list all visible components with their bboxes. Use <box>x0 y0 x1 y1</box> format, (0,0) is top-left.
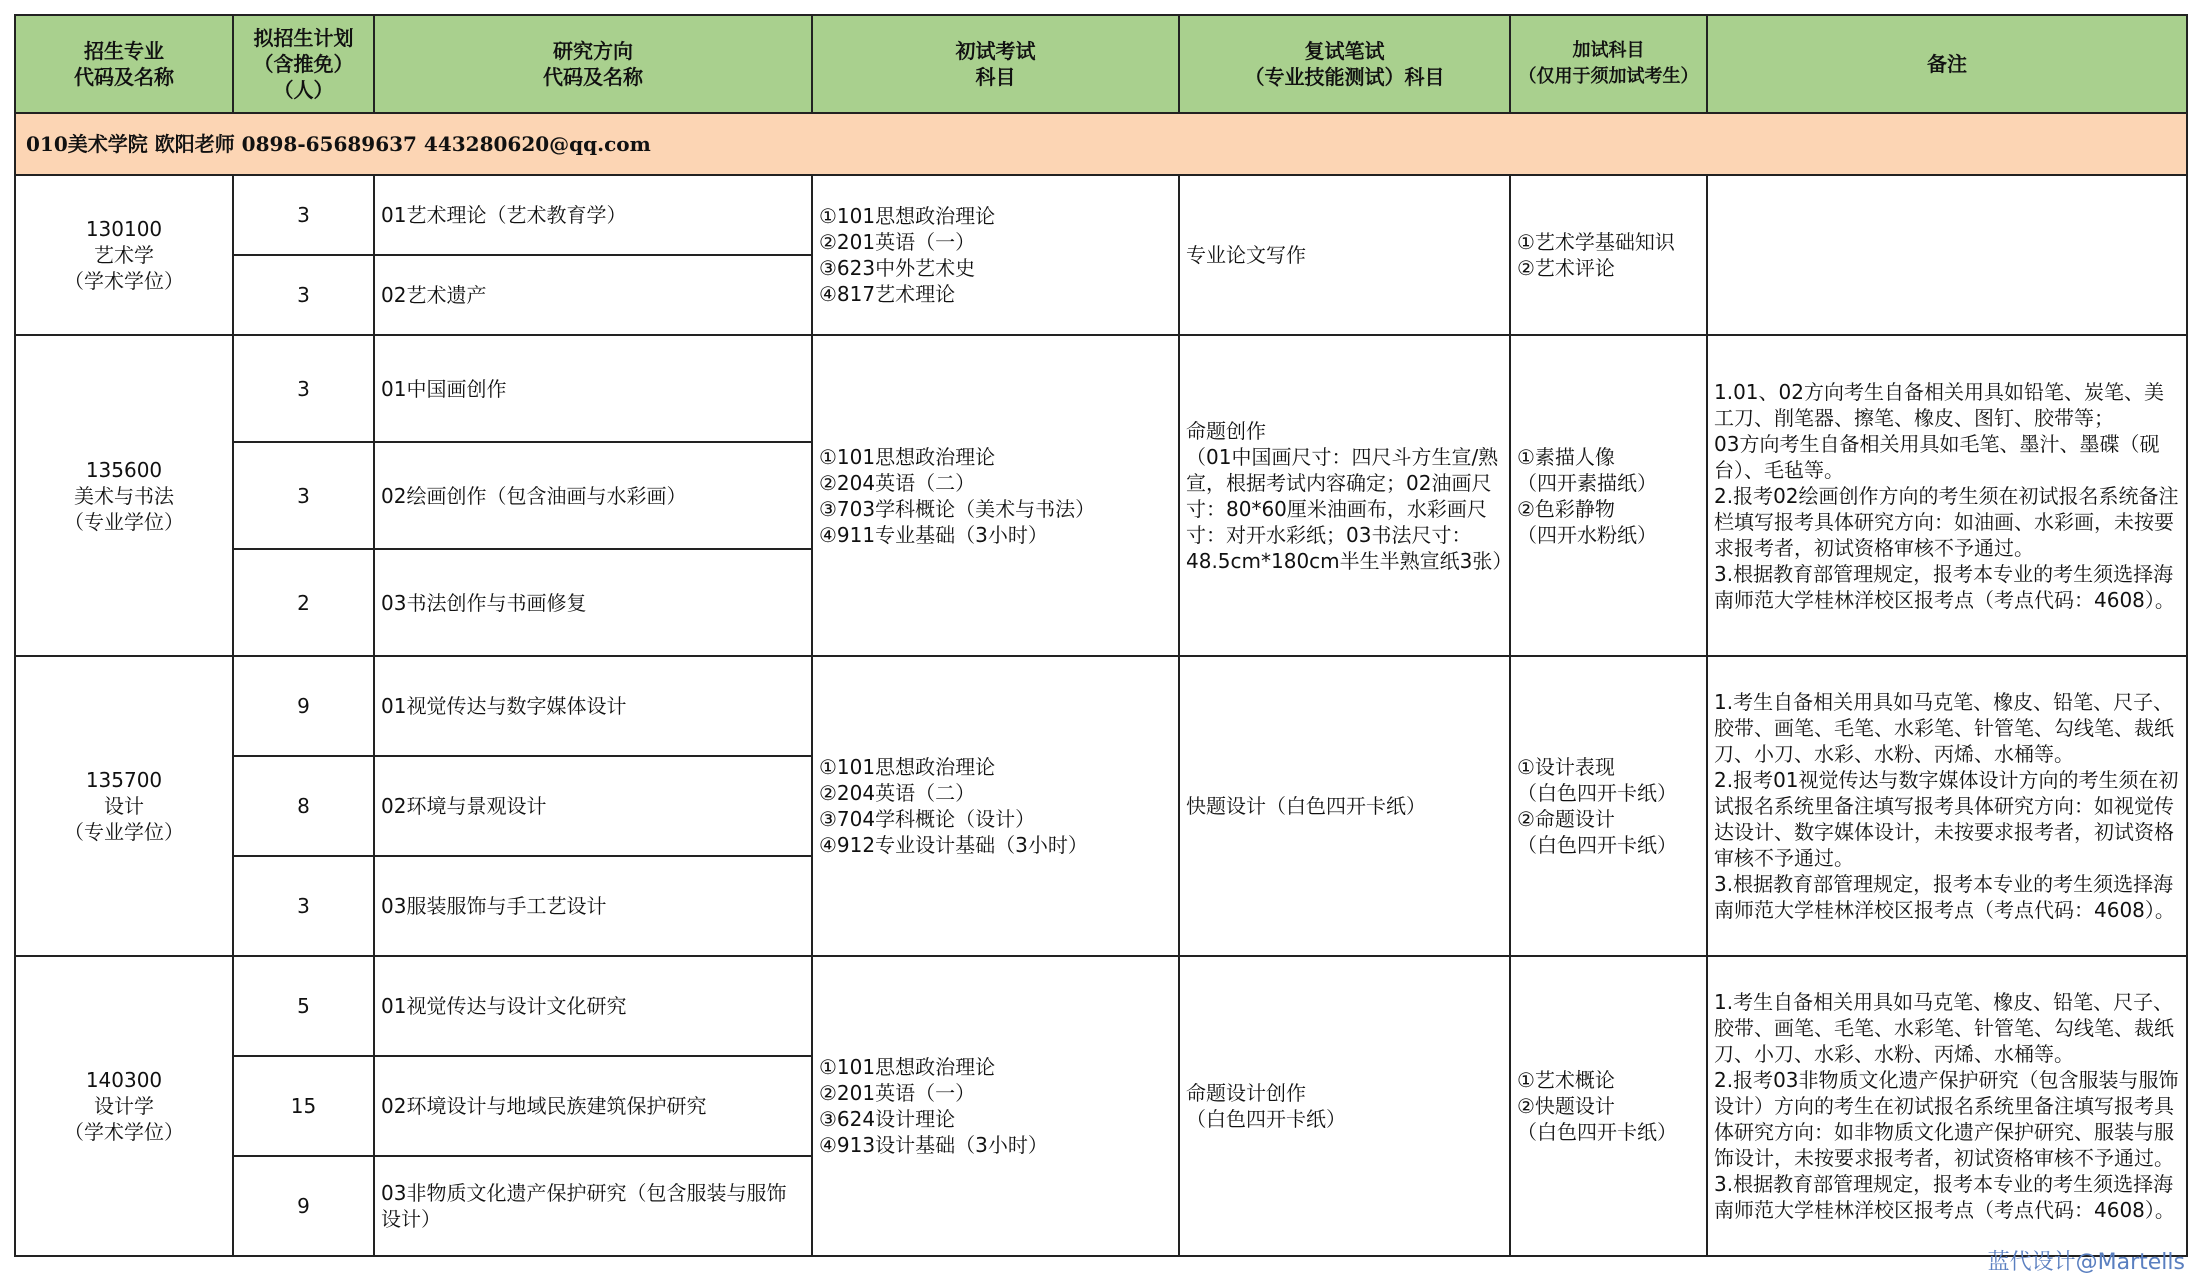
extra-cell: ①素描人像 （四开素描纸） ②色彩静物 （四开水粉纸） <box>1510 335 1707 656</box>
plan-cell: 3 <box>233 255 374 335</box>
header-retest: 复试笔试 （专业技能测试）科目 <box>1179 15 1510 113</box>
direction-cell: 03书法创作与书画修复 <box>374 549 812 656</box>
header-major: 招生专业 代码及名称 <box>15 15 233 113</box>
remarks-cell <box>1707 175 2187 335</box>
plan-cell: 3 <box>233 175 374 255</box>
retest-cell: 命题设计创作 （白色四开卡纸） <box>1179 956 1510 1256</box>
plan-cell: 8 <box>233 756 374 856</box>
table-row <box>15 656 2187 756</box>
watermark: 蓝代设计@Martells <box>1987 1250 2185 1275</box>
direction-cell: 02环境与景观设计 <box>374 756 812 856</box>
table-row <box>15 956 2187 1056</box>
plan-cell: 3 <box>233 442 374 549</box>
major-cell: 140300 设计学 （学术学位） <box>15 956 233 1256</box>
plan-cell: 2 <box>233 549 374 656</box>
plan-cell: 3 <box>233 335 374 442</box>
remarks-cell: 1.01、02方向考生自备相关用具如铅笔、炭笔、美工刀、削笔器、擦笔、橡皮、图钉、胶带等； 03方向考生自备相关用具如毛笔、墨汁、墨碟（砚台）、毛毡等。 2.报考02绘画创作方向的考生须在初试报名系统备注栏填写报考具体研究方向：如油画、水彩画，未按要求报考者，初试资格审核不予通过。 3.根据教育部管理规定，报考本专业的考生须选择海南师范大学桂林洋校区报考点（考点代码：4608）。 <box>1707 335 2187 656</box>
extra-cell: ①艺术概论 ②快题设计 （白色四开卡纸） <box>1510 956 1707 1256</box>
admissions-table <box>14 14 2188 1257</box>
prelim-cell: ①101思想政治理论 ②201英语（一） ③623中外艺术史 ④817艺术理论 <box>812 175 1179 335</box>
college-info: 010美术学院 欧阳老师 0898-65689637 443280620@qq.com <box>15 113 2187 175</box>
table-row <box>15 335 2187 442</box>
header-plan: 拟招生计划 （含推免） （人） <box>233 15 374 113</box>
major-cell: 135700 设计 （专业学位） <box>15 656 233 956</box>
major-cell: 135600 美术与书法 （专业学位） <box>15 335 233 656</box>
direction-cell: 02绘画创作（包含油画与水彩画） <box>374 442 812 549</box>
prelim-cell: ①101思想政治理论 ②204英语（二） ③703学科概论（美术与书法） ④911专业基础（3小时） <box>812 335 1179 656</box>
header-prelim: 初试考试 科目 <box>812 15 1179 113</box>
header-remarks: 备注 <box>1707 15 2187 113</box>
plan-cell: 3 <box>233 856 374 956</box>
prelim-cell: ①101思想政治理论 ②201英语（一） ③624设计理论 ④913设计基础（3小时） <box>812 956 1179 1256</box>
header-direction: 研究方向 代码及名称 <box>374 15 812 113</box>
plan-cell: 5 <box>233 956 374 1056</box>
direction-cell: 03服装服饰与手工艺设计 <box>374 856 812 956</box>
college-row <box>15 113 2187 175</box>
extra-cell: ①设计表现 （白色四开卡纸） ②命题设计 （白色四开卡纸） <box>1510 656 1707 956</box>
retest-cell: 快题设计（白色四开卡纸） <box>1179 656 1510 956</box>
header-row <box>15 15 2187 113</box>
direction-cell: 01视觉传达与设计文化研究 <box>374 956 812 1056</box>
major-cell: 130100 艺术学 （学术学位） <box>15 175 233 335</box>
remarks-cell: 1.考生自备相关用具如马克笔、橡皮、铅笔、尺子、胶带、画笔、毛笔、水彩笔、针管笔、勾线笔、裁纸刀、小刀、水彩、水粉、丙烯、水桶等。 2.报考03非物质文化遗产保护研究（包含服装与服饰设计）方向的考生在初试报名系统里备注填写报考具体研究方向：如非物质文化遗产保护研究、服装与服饰设计，未按要求报考者，初试资格审核不予通过。 3.根据教育部管理规定，报考本专业的考生须选择海南师范大学桂林洋校区报考点（考点代码：4608）。 <box>1707 956 2187 1256</box>
table-row <box>15 175 2187 255</box>
retest-cell: 专业论文写作 <box>1179 175 1510 335</box>
remarks-cell: 1.考生自备相关用具如马克笔、橡皮、铅笔、尺子、胶带、画笔、毛笔、水彩笔、针管笔、勾线笔、裁纸刀、小刀、水彩、水粉、丙烯、水桶等。 2.报考01视觉传达与数字媒体设计方向的考生须在初试报名系统里备注填写报考具体研究方向：如视觉传达设计、数字媒体设计，未按要求报考者，初试资格审核不予通过。 3.根据教育部管理规定，报考本专业的考生须选择海南师范大学桂林洋校区报考点（考点代码：4608）。 <box>1707 656 2187 956</box>
retest-cell: 命题创作 （01中国画尺寸：四尺斗方生宣/熟宣，根据考试内容确定；02油画尺寸：80*60厘米油画布，水彩画尺寸：对开水彩纸；03书法尺寸：48.5cm*180cm半生半熟宣纸3张） <box>1179 335 1510 656</box>
prelim-cell: ①101思想政治理论 ②204英语（二） ③704学科概论（设计） ④912专业设计基础（3小时） <box>812 656 1179 956</box>
plan-cell: 9 <box>233 1156 374 1256</box>
direction-cell: 02艺术遗产 <box>374 255 812 335</box>
direction-cell: 03非物质文化遗产保护研究（包含服装与服饰设计） <box>374 1156 812 1256</box>
direction-cell: 01艺术理论（艺术教育学） <box>374 175 812 255</box>
plan-cell: 15 <box>233 1056 374 1156</box>
plan-cell: 9 <box>233 656 374 756</box>
direction-cell: 01中国画创作 <box>374 335 812 442</box>
direction-cell: 01视觉传达与数字媒体设计 <box>374 656 812 756</box>
extra-cell: ①艺术学基础知识 ②艺术评论 <box>1510 175 1707 335</box>
direction-cell: 02环境设计与地域民族建筑保护研究 <box>374 1056 812 1156</box>
header-extra: 加试科目 （仅用于须加试考生） <box>1510 15 1707 113</box>
